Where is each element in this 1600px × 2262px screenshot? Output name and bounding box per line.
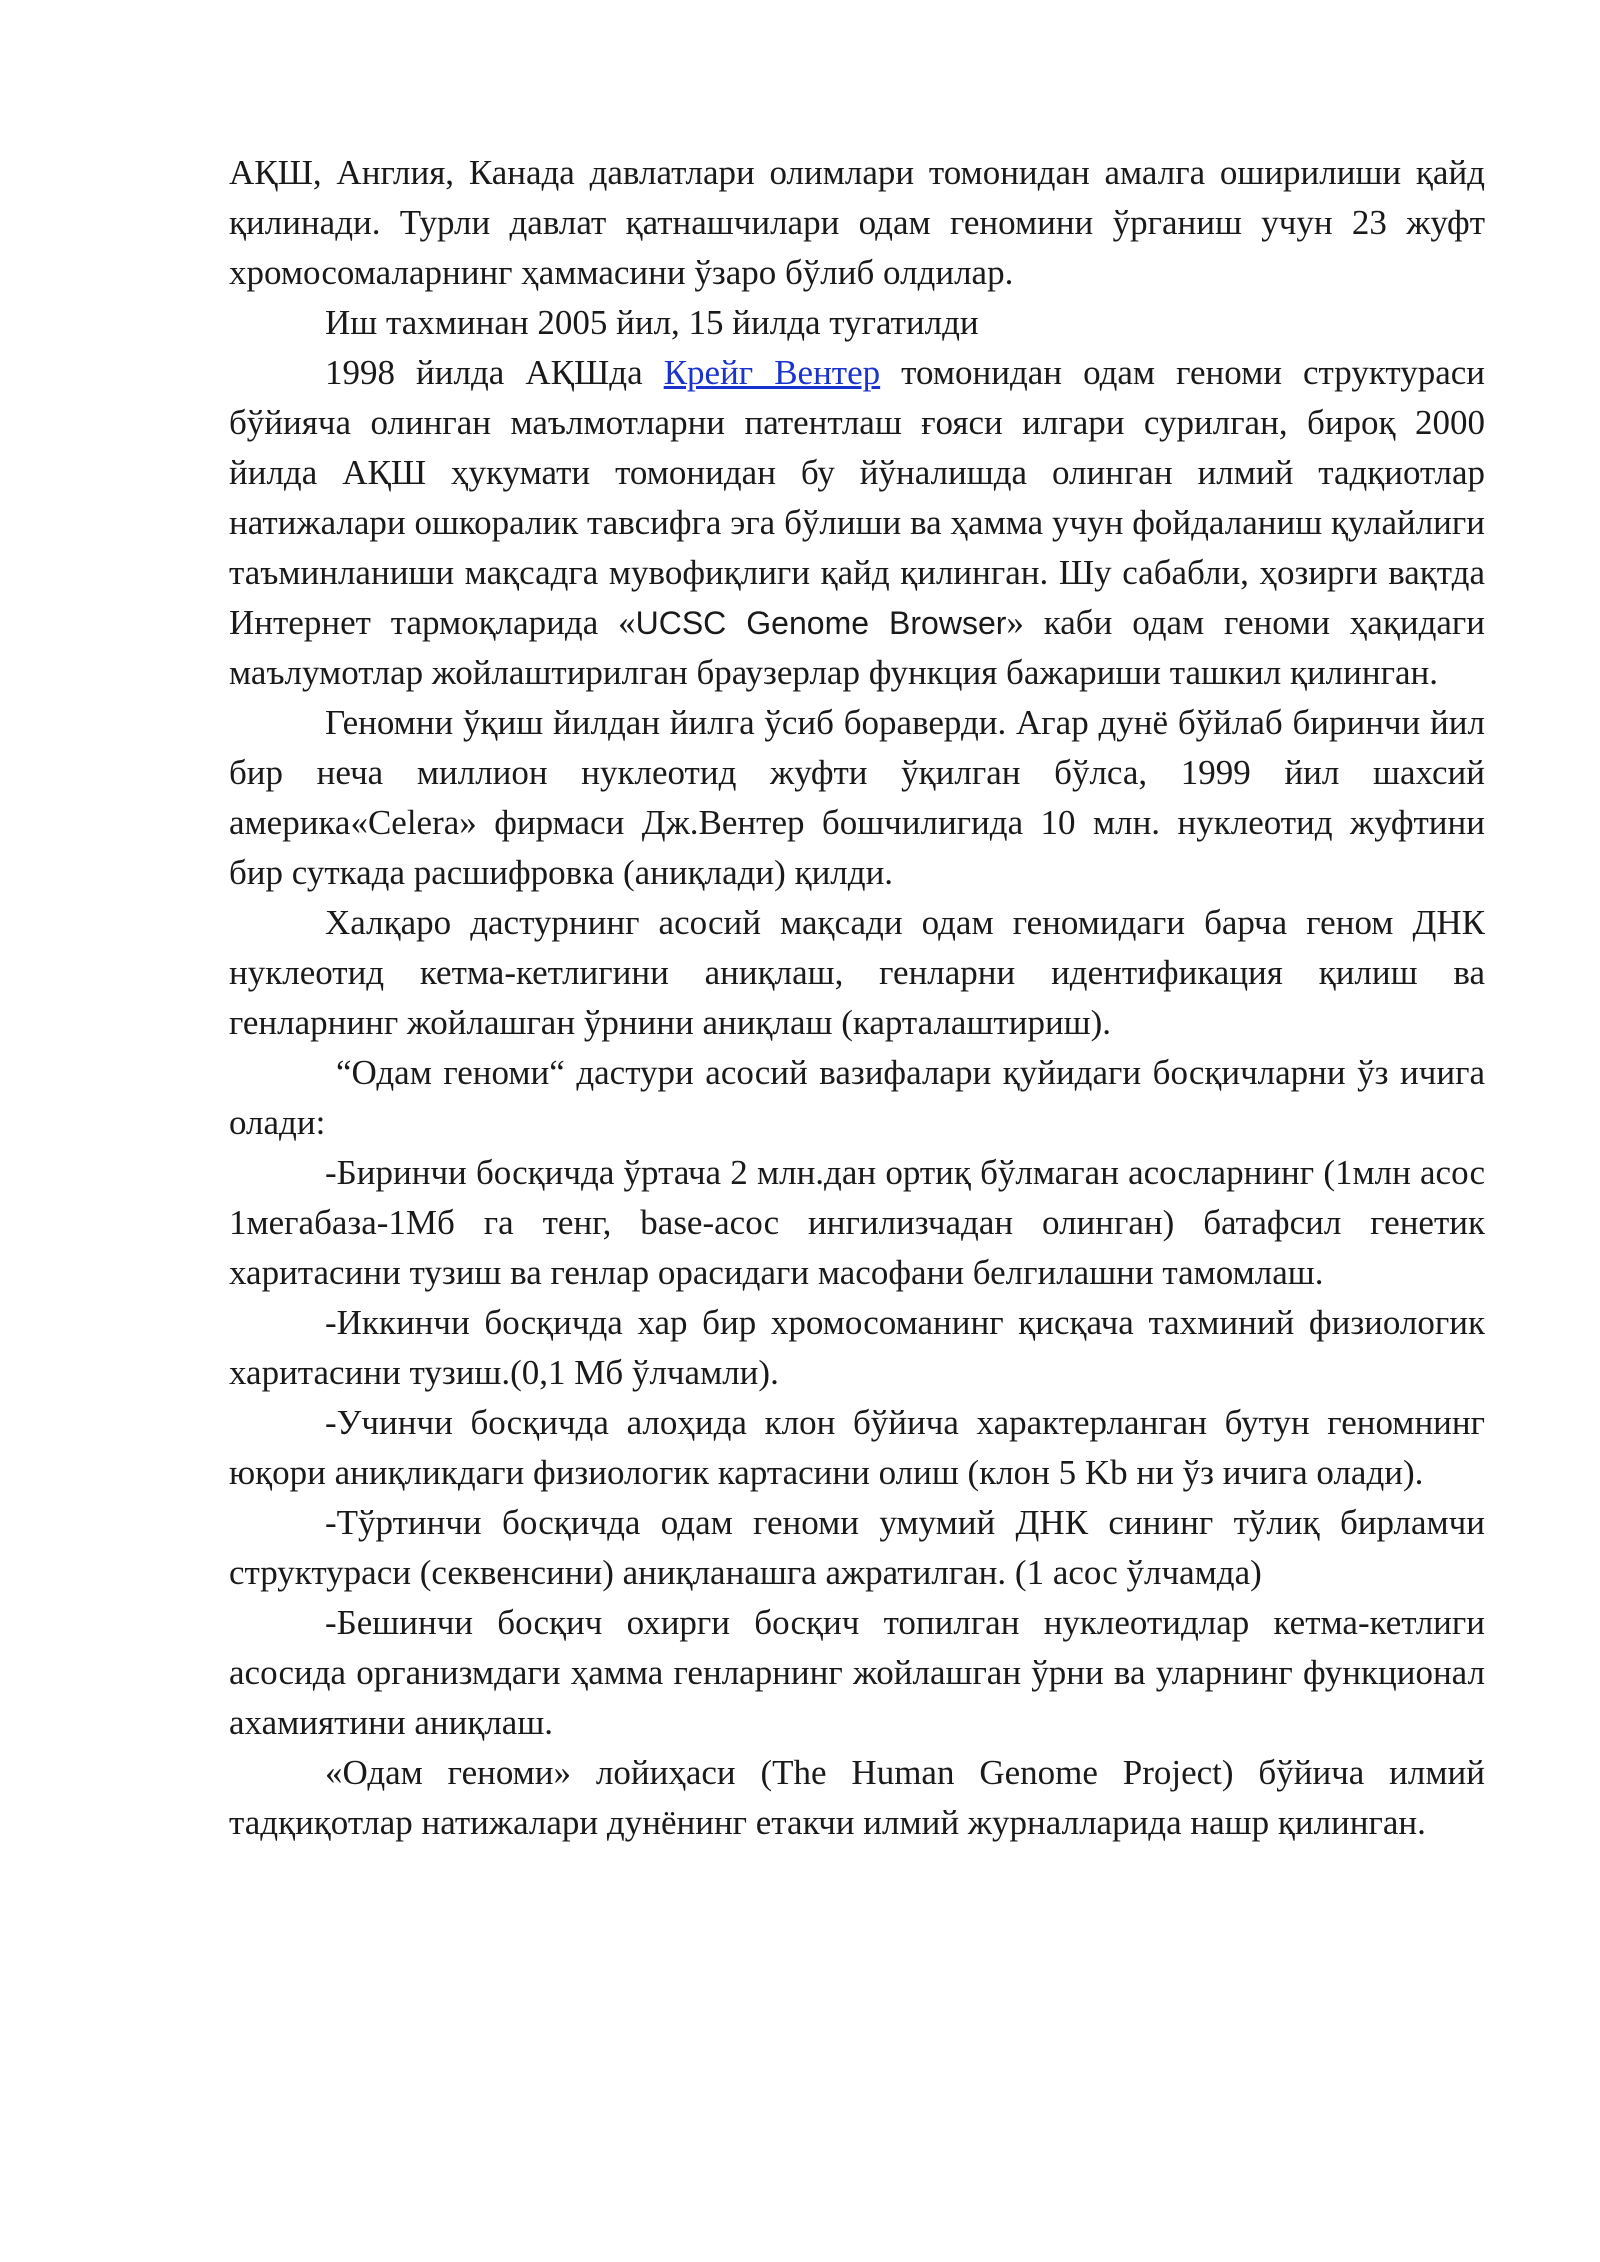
paragraph-venter-body: томонидан одам геноми структураси бўйияча олинган маълмотларни патентлаш ғояси илгари сурилган, бироқ 2000 йилда АҚШ ҳукумати томонидан бу йўналишда олинган илмий тадқиотлар натижалари ошкоралик тавсифга эга бўлиши ва ҳамма учун фойдаланиш қулайлиги таъминланиши мақсадга мувофиқлиги қайд қилинган. Шу сабабли, ҳозирги вақтда Интернет тармоқларида « xyxy=(229,353,1485,642)
paragraph-reading-growth: Геномни ўқиш йилдан йилга ўсиб бораверди. Агар дунё бўйлаб биринчи йил бир неча миллион нуклеотид жуфти ўқилган бўлса, 1999 йил шахсий америка«Celera» фирмаси Дж.Вентер бошчилигида 10 млн. нуклеотид жуфтини бир суткада расшифровка (аниқлади) қилди. xyxy=(229,703,1485,892)
paragraph-stage-4: -Тўртинчи босқичда одам геноми умумий ДНК сининг тўлиқ бирламчи структураси (секвенсини) аниқланашга ажратилган. (1 асос ўлчамда) xyxy=(229,1503,1485,1592)
paragraph-stage-3: -Учинчи босқичда алоҳида клон бўйича характерланган бутун геномнинг юқори аниқликдаги физиологик картасини олиш (клон 5 Kb ни ўз ичига олади). xyxy=(229,1403,1485,1492)
craig-venter-link[interactable]: Крейг Вентер xyxy=(663,353,881,392)
paragraph-completion: Иш тахминан 2005 йил, 15 йилда тугатилди xyxy=(325,303,979,342)
paragraph-stage-5: -Бешинчи босқич охирги босқич топилган нуклеотидлар кетма-кетлиги асосида организмдаги ҳамма генларнинг жойлашган ўрни ва уларнинг функционал ахамиятини аниқлаш. xyxy=(229,1603,1485,1742)
paragraph-program-goal: Халқаро дастурнинг асосий мақсади одам геномидаги барча геном ДНК нуклеотид кетма-кетлигини аниқлаш, генларни идентификация қилиш ва генларнинг жойлашган ўрнини аниқлаш (карталаштириш). xyxy=(229,903,1485,1042)
paragraph-stage-1: -Биринчи босқичда ўртача 2 млн.дан ортиқ бўлмаган асосларнинг (1млн асос 1мегабаза-1Мб га тенг, base-асос ингилизчадан олинган) батафсил генетик харитасини тузиш ва генлар орасидаги масофани белгилашни тамомлаш. xyxy=(229,1153,1485,1292)
paragraph-venter-tail: » каби одам геноми ҳақидаги маълумотлар жойлаштирилган браузерлар функция бажариши ташкил қилинган. xyxy=(229,603,1485,692)
paragraph-venter xyxy=(229,348,1485,698)
ucsc-genome-browser-text: UCSC Genome Browser xyxy=(635,605,1007,641)
paragraph-intro: АҚШ, Англия, Канада давлатлари олимлари томонидан амалга оширилиши қайд қилинади. Турли давлат қатнашчилари одам геномини ўрганиш учун 23 жуфт хромосомаларнинг ҳаммасини ўзаро бўлиб олдилар. xyxy=(229,153,1485,292)
paragraph-publication: «Одам геноми» лойиҳаси (The Human Genome Project) бўйича илмий тадқиқотлар натижалари дунёнинг етакчи илмий журналларида нашр қилинган. xyxy=(229,1753,1485,1842)
paragraph-program-stages: “Одам геноми“ дастури асосий вазифалари қуйидаги босқичларни ўз ичига олади: xyxy=(229,1053,1485,1142)
document-page xyxy=(229,148,1485,1848)
paragraph-stage-2: -Иккинчи босқичда хар бир хромосоманинг қисқача тахминий физиологик харитасини тузиш.(0,1 Мб ўлчамли). xyxy=(229,1303,1485,1392)
paragraph-venter-lead: 1998 йилда АҚШда xyxy=(325,353,664,392)
